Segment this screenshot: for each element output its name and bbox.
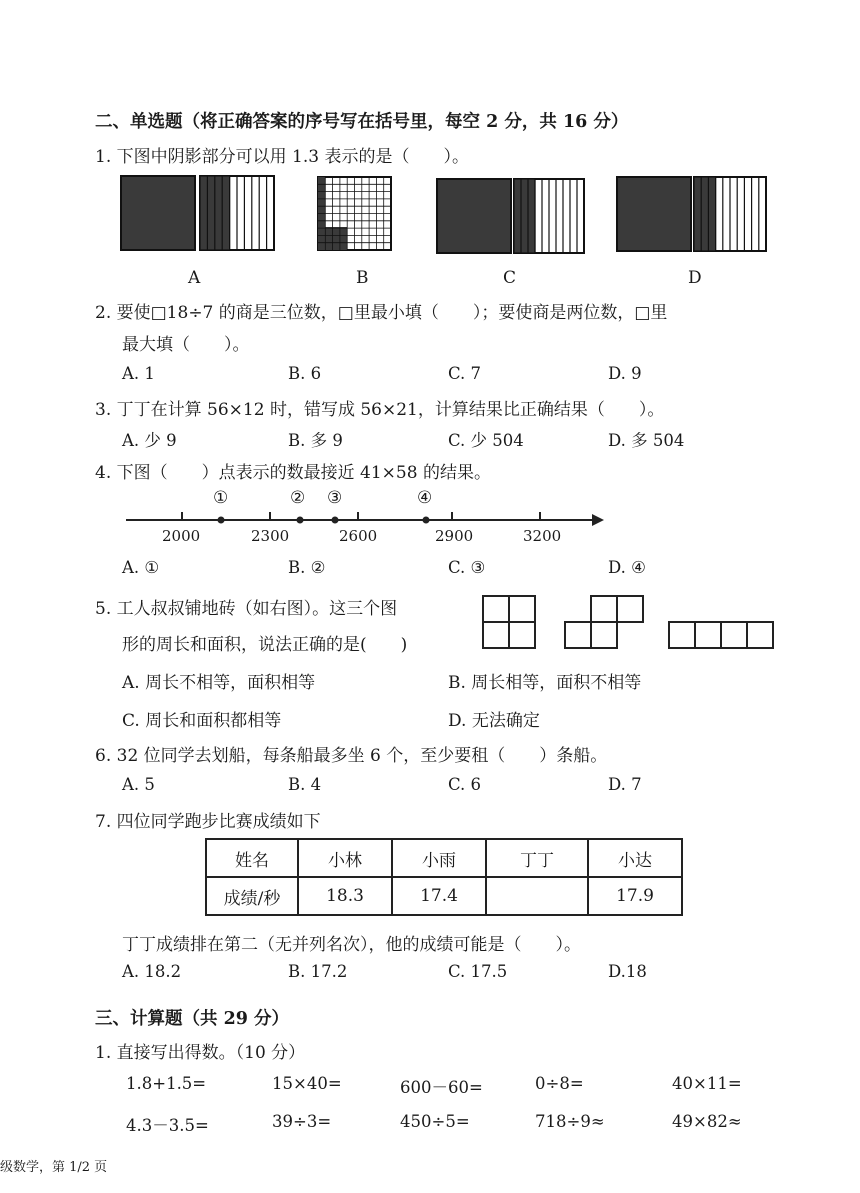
table-cell: 18.3 [298, 877, 392, 915]
q5-option-b: B. 周长相等，面积不相等 [448, 673, 642, 693]
page-footer: 级数学，第 1/2 页 [0, 1160, 108, 1175]
q7-option-d: D.18 [608, 962, 647, 981]
calc-item: 600－60= [400, 1078, 483, 1097]
question-5-line2: 形的周长和面积，说法正确的是( ) [122, 635, 408, 655]
q2-option-d: D. 9 [608, 364, 642, 383]
question-3-text: 3. 丁丁在计算 56×12 时，错写成 56×21，计算结果比正确结果（ ）。 [95, 400, 665, 420]
table-header-cell: 小雨 [392, 839, 486, 877]
figure-c [436, 178, 596, 256]
calc-item: 49×82≈ [672, 1112, 742, 1131]
question-6-text: 6. 32 位同学去划船，每条船最多坐 6 个，至少要租（ ）条船。 [95, 746, 608, 766]
point-1 [218, 517, 225, 524]
q7-option-c: C. 17.5 [448, 962, 508, 981]
point-label-1: ① [213, 488, 229, 508]
tick-label-2900: 2900 [435, 527, 474, 545]
q5-option-c: C. 周长和面积都相等 [122, 711, 282, 731]
point-label-3: ③ [327, 488, 343, 508]
question-2-line2: 最大填（ ）。 [122, 335, 250, 355]
q4-option-a: A. ① [122, 558, 160, 577]
table-cell: 成绩/秒 [206, 877, 298, 915]
calc-item: 39÷3= [272, 1112, 332, 1131]
point-4 [423, 517, 430, 524]
tick-label-2600: 2600 [339, 527, 378, 545]
q2-option-a: A. 1 [122, 364, 155, 383]
table-row [206, 877, 682, 915]
question-7-follow: 丁丁成绩排在第二（无并列名次），他的成绩可能是（ ）。 [122, 935, 581, 955]
q6-option-a: A. 5 [122, 775, 155, 794]
calc-item: 1.8+1.5= [126, 1074, 207, 1093]
q7-option-a: A. 18.2 [122, 962, 182, 981]
figure-label-a: A [188, 268, 201, 288]
q6-option-d: D. 7 [608, 775, 642, 794]
question-1-text: 1. 下图中阴影部分可以用 1.3 表示的是（ ）。 [95, 147, 469, 167]
calc-question-1-text: 1. 直接写出得数。（10 分） [95, 1043, 306, 1063]
tick-label-2300: 2300 [251, 527, 290, 545]
calc-item: 718÷9≈ [535, 1112, 605, 1131]
question-7-text: 7. 四位同学跑步比赛成绩如下 [95, 812, 321, 832]
question-2-line1: 2. 要使□18÷7 的商是三位数，□里最小填（ ）；要使商是两位数，□里 [95, 303, 668, 323]
figure-label-b: B [356, 268, 369, 288]
score-table [205, 838, 683, 916]
q7-option-b: B. 17.2 [288, 962, 348, 981]
question-5-line1: 5. 工人叔叔铺地砖（如右图）。这三个图 [95, 599, 398, 619]
figure-label-d: D [688, 268, 702, 288]
q3-option-c: C. 少 504 [448, 431, 524, 450]
table-header-cell: 姓名 [206, 839, 298, 877]
table-cell [486, 877, 588, 915]
tick-label-2000: 2000 [162, 527, 201, 545]
q2-option-c: C. 7 [448, 364, 482, 383]
q3-option-d: D. 多 504 [608, 431, 685, 450]
q3-option-a: A. 少 9 [122, 431, 177, 450]
q3-option-b: B. 多 9 [288, 431, 343, 450]
point-label-4: ④ [417, 488, 433, 508]
q4-option-d: D. ④ [608, 558, 646, 577]
arrow-icon [592, 514, 604, 526]
section-3-title: 三、计算题（共 29 分） [95, 1009, 290, 1029]
q4-option-b: B. ② [288, 558, 326, 577]
calc-item: 15×40= [272, 1074, 342, 1093]
q5-option-a: A. 周长不相等，面积相等 [122, 673, 316, 693]
figure-b [316, 175, 398, 253]
table-header-cell: 小林 [298, 839, 392, 877]
figure-a [120, 175, 280, 253]
figure-d [616, 176, 776, 254]
calc-item: 0÷8= [535, 1074, 584, 1093]
tile-figures [480, 592, 780, 654]
table-header-cell: 丁丁 [486, 839, 588, 877]
q6-option-b: B. 4 [288, 775, 322, 794]
table-cell: 17.9 [588, 877, 682, 915]
section-2-title: 二、单选题（将正确答案的序号写在括号里，每空 2 分，共 16 分） [95, 112, 629, 132]
q2-option-b: B. 6 [288, 364, 322, 383]
calc-item: 450÷5= [400, 1112, 470, 1131]
q6-option-c: C. 6 [448, 775, 482, 794]
calc-item: 40×11= [672, 1074, 742, 1093]
point-3 [332, 517, 339, 524]
q5-option-d: D. 无法确定 [448, 711, 540, 731]
point-2 [297, 517, 304, 524]
tick-label-3200: 3200 [523, 527, 562, 545]
point-label-2: ② [290, 488, 306, 508]
table-header-row [206, 839, 682, 877]
calc-item: 4.3－3.5= [126, 1116, 209, 1135]
table-cell: 17.4 [392, 877, 486, 915]
figure-label-c: C [503, 268, 517, 288]
question-4-text: 4. 下图（ ）点表示的数最接近 41×58 的结果。 [95, 463, 491, 483]
q4-option-c: C. ③ [448, 558, 486, 577]
table-header-cell: 小达 [588, 839, 682, 877]
